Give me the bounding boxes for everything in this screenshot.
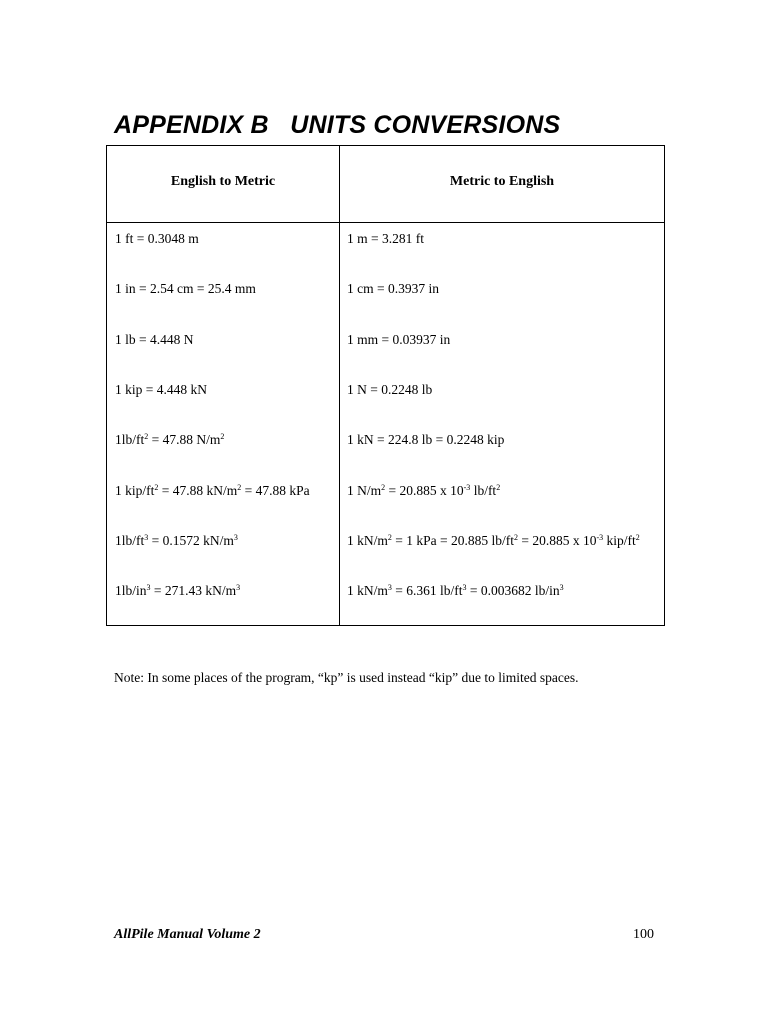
metric-to-english-cell: 1 $kN/m^2 = 1$ kPa = 20.885 $lb/ft^2 = 20.885$ x $10^{-3}$ kip/$ft^2$ [347, 533, 640, 548]
metric-to-english-cell: 1 mm = 0.03937 in [347, 332, 451, 347]
metric-to-english-cell: 1 m = 3.281 ft [347, 231, 424, 246]
english-to-metric-cell: 1 ft = 0.3048 m [115, 231, 199, 246]
english-to-metric-cell: 1 in = 2.54 cm = 25.4 mm [115, 281, 256, 296]
metric-to-english-cell: 1 cm = 0.3937 in [347, 281, 439, 296]
metric-to-english-cell: 1 $N/m^2 = 20.885$ x $10^{-3}$ $lb/ft^2$ [347, 483, 501, 498]
english-to-metric-cell: 1 lb = 4.448 N [115, 332, 194, 347]
table-header-divider [107, 222, 664, 223]
conversion-table [106, 145, 665, 626]
page-title: APPENDIX B UNITS CONVERSIONS [114, 111, 561, 139]
english-to-metric-cell: $1lb/in^3 = 271.43$ $kN/m^3$ [115, 583, 241, 598]
english-to-metric-cell: $1lb/ft^2 = 47.88$ $N/m^2$ [115, 432, 225, 447]
column-header-english-to-metric: English to Metric [170, 174, 276, 189]
metric-to-english-cell: 1 kN = 224.8 lb = 0.2248 kip [347, 432, 505, 447]
table-column-divider [339, 146, 340, 625]
english-to-metric-cell: 1 kip/$ft^2 = 47.88$ $kN/m^2 = 47.88$ kPa [115, 483, 310, 498]
column-header-metric-to-english: Metric to English [449, 174, 555, 189]
metric-to-english-cell: 1 $kN/m^3 = 6.361$ $lb/ft^3 = 0.003682$ $lb/in^3$ [347, 583, 564, 598]
english-to-metric-cell: $1lb/ft^3 = 0.1572$ $kN/m^3$ [115, 533, 238, 548]
footer-manual-title: AllPile Manual Volume 2 [114, 927, 261, 942]
metric-to-english-cell: 1 N = 0.2248 lb [347, 382, 433, 397]
note-text: Note: In some places of the program, “kp” is used instead “kip” due to limited spaces. [114, 670, 579, 685]
english-to-metric-cell: 1 kip = 4.448 kN [115, 382, 207, 397]
footer-page-number: 100 [633, 927, 654, 942]
